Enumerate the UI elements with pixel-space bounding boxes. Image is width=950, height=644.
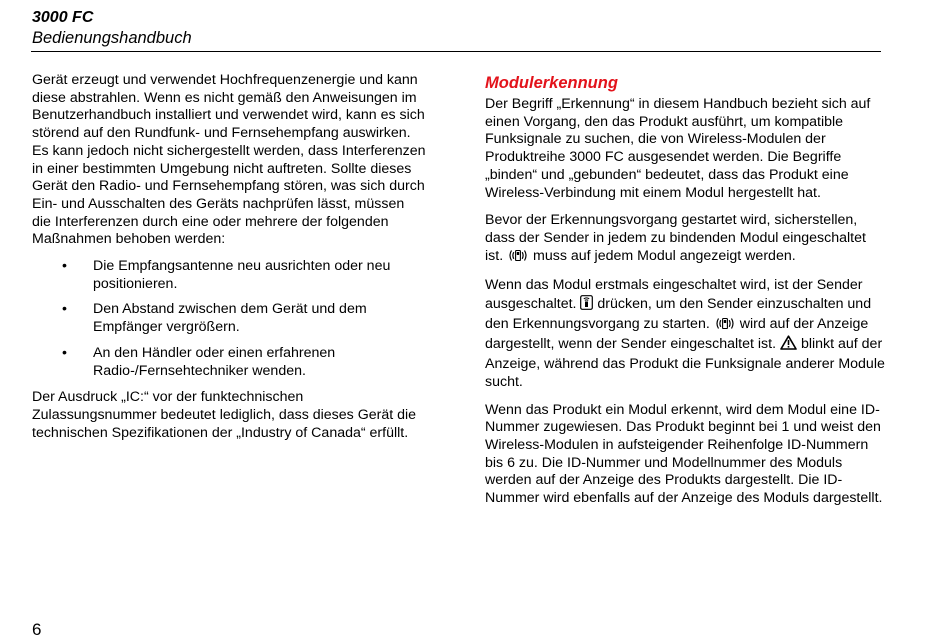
right-paragraph-1: Der Begriff „Erkennung“ in diesem Handbuch bezieht sich auf einen Vorgang, den das Produkt ausführt, um kompatible Funksignale zu suchen, die von Wireless-Modulen der Produktreihe 3000 FC ausgesendet werden. Die Begriffe „binden“ und „gebunden“ bedeutet, dass das Produkt eine Wireless-Verbindung mit einem Modul hergestellt hat. — [485, 96, 871, 201]
right-paragraph-2-text-b: muss auf jedem Modul angezeigt werden. — [533, 247, 796, 264]
right-paragraph-2 — [485, 212, 885, 267]
right-paragraph-4: Wenn das Produkt ein Modul erkennt, wird dem Modul eine ID-Nummer zugewiesen. Das Produkt beginnt bei 1 und weist den Wireless-Modulen in aufsteigender Reihenfolge ID-Nummern bis 6 zu. Die ID-Nummer und Modellnummer des Moduls werden auf der Anzeige des Produkts dargestellt. Die ID-Nummer wird ebenfalls auf der Anzeige des Moduls dargestellt. — [485, 401, 883, 507]
left-paragraph-2: Der Ausdruck „IC:“ vor der funktechnischen Zulassungsnummer bedeutet lediglich, dass dieses Gerät die technischen Spezifikationen der „Industry of Canada“ erfüllt. — [32, 389, 417, 441]
right-paragraph-3-text-a: Wenn das Modul erstmals eingeschaltet wird, ist der Sender ausgeschaltet. — [485, 277, 863, 313]
header-rule — [31, 51, 881, 52]
right-paragraph-2-text-a: Bevor der Erkennungsvorgang gestartet wird, sicherstellen, dass der Sender in jedem zu bindenden Modul eingeschaltet ist. — [485, 212, 866, 264]
bullet-dot: • — [62, 344, 67, 361]
page-number: 6 — [32, 620, 42, 639]
right-paragraph-3 — [485, 277, 885, 391]
right-paragraph-3-text-d: blinkt auf der Anzeige, während das Produkt die Funksignale anderer Module sucht. — [485, 336, 885, 390]
left-column — [32, 72, 427, 442]
wireless-on-icon — [507, 249, 529, 268]
bullet-list — [32, 258, 427, 380]
transmitter-button-icon — [580, 295, 593, 316]
section-title: Modulerkennung — [485, 74, 618, 92]
bullet-item — [32, 258, 427, 293]
bullet-text: Die Empfangsantenne neu ausrichten oder neu positionieren. — [93, 258, 391, 292]
document-title: 3000 FC — [32, 9, 94, 26]
right-paragraph-3-text-b: drücken, um den Sender einzuschalten und den Erkennungsvorgang zu starten. — [485, 296, 872, 332]
left-paragraph-1: Gerät erzeugt und verwendet Hochfrequenzenergie und kann diese abstrahlen. Wenn es nicht gemäß den Anweisungen im Benutzerhandbuch installiert und verwendet wird, kann es sich störend auf den Rundfunk- und Fernsehempfang auswirken. Es kann jedoch nicht sichergestellt werden, dass Interferenzen in einer bestimmten Umgebung nicht auftreten. Sollte dieses Gerät den Radio- und Fernsehempfang stören, was sich durch Ein- und Ausschalten des Geräts nachprüfen lässt, müssen die Interferenzen durch eine oder mehrere der folgenden Maßnahmen behoben werden: — [32, 72, 426, 248]
bullet-item — [32, 345, 427, 380]
bullet-dot: • — [62, 258, 67, 275]
right-column — [485, 72, 885, 518]
bullet-dot: • — [62, 301, 67, 318]
wireless-on-icon — [714, 317, 736, 336]
bullet-text: An den Händler oder einen erfahrenen Radio-/Fernsehtechniker wenden. — [93, 344, 336, 379]
document-subtitle: Bedienungshandbuch — [32, 29, 192, 47]
right-paragraph-3-text-c: wird auf der Anzeige dargestellt, wenn der Sender eingeschaltet ist. — [485, 315, 869, 353]
bullet-text: Den Abstand zwischen dem Gerät und dem Empfänger vergrößern. — [93, 301, 367, 336]
warning-triangle-icon — [780, 335, 797, 356]
bullet-item — [32, 301, 427, 336]
